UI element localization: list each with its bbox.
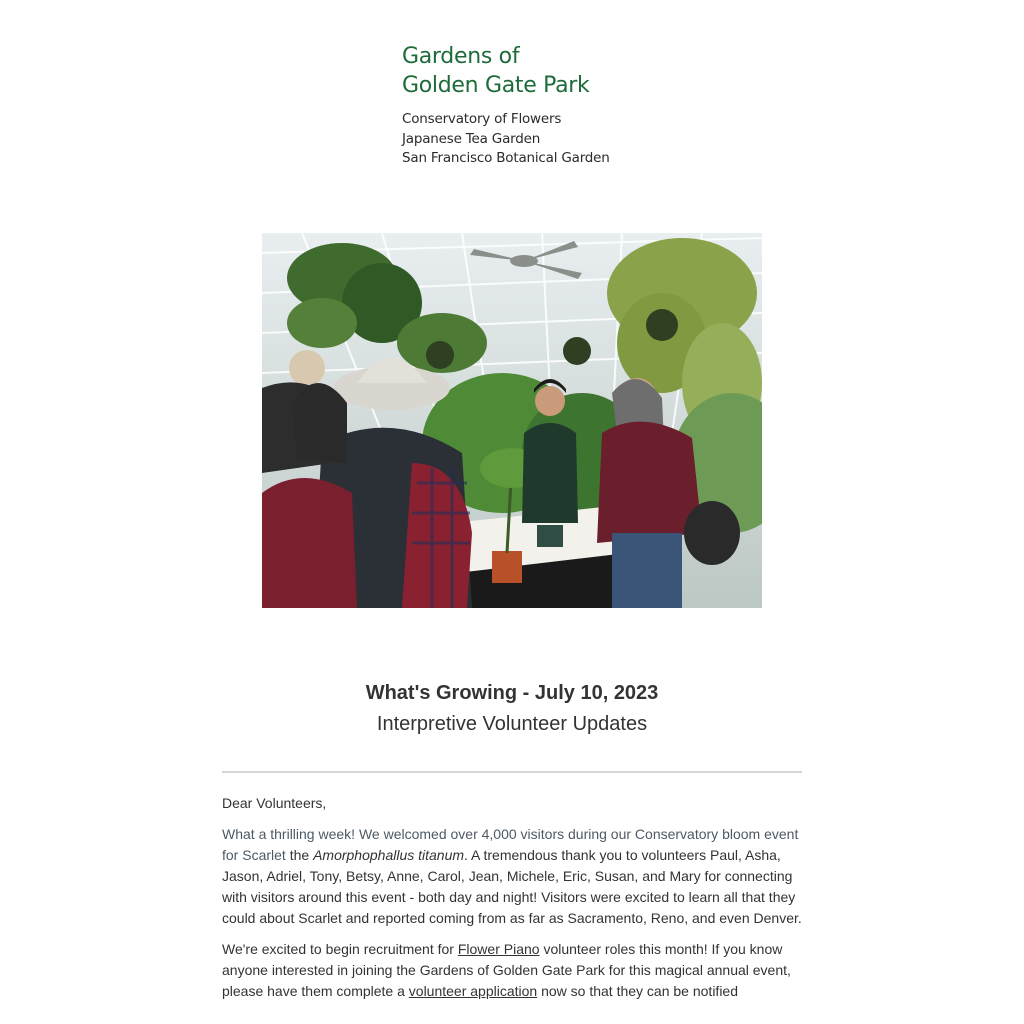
logo-venue: San Francisco Botanical Garden	[402, 150, 610, 166]
logo-title-line1: Gardens of	[402, 44, 520, 69]
photo-conservatory-volunteers	[262, 233, 762, 608]
newsletter-body	[222, 793, 802, 1012]
section-divider	[222, 771, 802, 773]
hero-photo	[262, 233, 762, 608]
logo-title-line2: Golden Gate Park	[402, 73, 590, 98]
newsletter-subtitle: Interpretive Volunteer Updates	[376, 713, 648, 735]
paragraph-text: . A tremendous thank you to volunteers Paul, Asha, Jason, Adriel, Tony, Betsy, Anne, Carol, Jean, Michele, Eric, Susan, and Mary for connecting with visitors around this event - both day and night! Visitors were excited to learn all that they could about Scarlet and reported coming from as far as Sacramento, Reno, and even Denver.	[222, 847, 802, 926]
paragraph-flower-piano	[222, 939, 802, 1002]
newsletter-title: What's Growing - July 10, 2023	[365, 682, 659, 704]
volunteer-application-link[interactable]: volunteer application	[408, 983, 538, 999]
logo-venue-list	[402, 110, 642, 169]
logo-venue: Japanese Tea Garden	[402, 130, 541, 147]
paragraph-text: now so that they can be notified	[537, 983, 739, 999]
site-logo[interactable]	[402, 42, 642, 169]
paragraph-text: the	[285, 847, 314, 863]
paragraph-text: We're excited to begin recruitment for	[222, 941, 458, 957]
greeting: Dear Volunteers,	[222, 795, 327, 811]
species-name: Amorphophallus titanum	[313, 847, 465, 863]
paragraph-scarlet-bloom	[222, 824, 802, 929]
paragraph-text: volunteer roles this month! If you know anyone interested in joining the Gardens of Golden Gate Park for this magical annual event, please have them complete a	[222, 941, 791, 999]
logo-venue: Conservatory of Flowers	[402, 111, 562, 127]
flower-piano-link[interactable]: Flower Piano	[457, 941, 540, 957]
paragraph-text: What a thrilling week! We welcomed over 4,000 visitors during our Conservatory bloom event for Scarlet	[222, 826, 799, 863]
